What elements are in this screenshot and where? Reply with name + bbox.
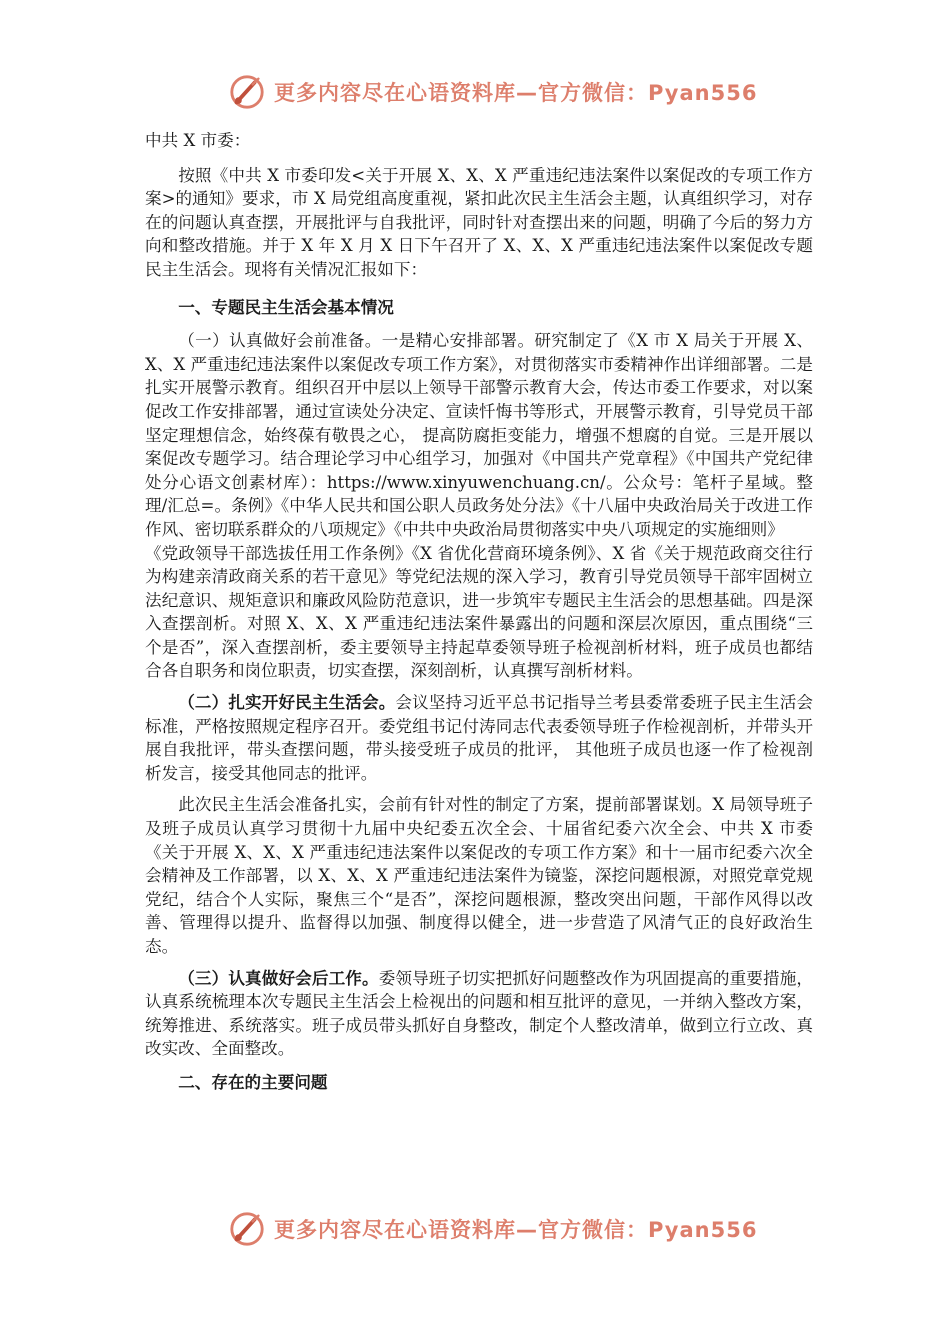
section-2-title: （二）扎实开好民主生活会。 [178,692,396,713]
section-3-paragraph [145,967,813,1061]
section-3-text: 委领导班子切实把抓好问题整改作为巩固提高的重要措施，认真系统梳理本次专题民主生活会上检视出的问题和相互批评的意见，一并纳入整改方案，统筹推进、系统落实。班子成员带头抓好自身整改，制定个人整改清单，做到立行立改、真改实改、全面整改。 [145,968,814,1059]
section-1-paragraph-b: 《党政领导干部选拔任用工作条例》《X 省优化营商环境条例》、X 省《关于规范政商交往行为构建亲清政商关系的若干意见》等党纪法规的深入学习，教育引导党员领导干部牢固树立法纪意识、规矩意识和廉政风险防范意识，进一步筑牢专题民主生活会的思想基础。四是深入查摆剖析。对照 X、X、X 严重违纪违法案件暴露出的问题和深层次原因，重点围绕“三个是否”，深入查摆剖析，委主要领导主持起草委领导班子检视剖析材料，班子成员也都结合各自职务和岗位职责，切实查摆，深刻剖析，认真撰写剖析材料。 [145,543,813,681]
footer-watermark [228,1207,757,1251]
document-body [145,129,813,1095]
section-2-text: 会议坚持习近平总书记指导兰考县委常委班子民主生活会标准，严格按照规定程序召开。委党组书记付涛同志代表委领导班子作检视剖析，并带头开展自我批评，带头查摆问题，带头接受班子成员的批评， 其他班子成员也逐一作了检视剖析发言，接受其他同志的批评。 [145,693,814,783]
watermark-text: 更多内容尽在心语资料库—官方微信：Pyan556 [274,81,758,105]
section-heading-1: 一、专题民主生活会基本情况 [178,296,394,317]
section-2-followup: 此次民主生活会准备扎实，会前有针对性的制定了方案，提前部署谋划。X 局领导班子及班子成员认真学习贯彻十九届中央纪委五次全会、十届省纪委六次全会、中共 X 市委《关于开展 X、X、X 严重违纪违法案件以案促改的专项工作方案》和十一届市纪委六次全会精神及工作部署，以 X、X、X 严重违纪违法案件为镜鉴，深挖问题根源，对照党章党规党纪，结合个人实际，聚焦三个“是否”，深挖问题根源，整改突出问题，干部作风得以改善、管理得以提升、监督得以加强、制度得以健全，进一步营造了风清气正的良好政治生态。 [145,795,813,956]
section-heading-2: 二、存在的主要问题 [178,1071,328,1092]
section-2-paragraph [145,691,813,785]
header-watermark [228,70,757,114]
brush-logo-icon [228,1210,266,1248]
intro-paragraph: 按照《中共 X 市委印发<关于开展 X、X、X 严重违纪违法案件以案促改的专项工作方案>的通知》要求，市 X 局党组高度重视，紧扣此次民主生活会主题，认真组织学习，对存在的问题认真查摆，开展批评与自我批评，同时针对查摆出来的问题，明确了今后的努力方向和整改措施。并于 X 年 X 月 X 日下午召开了 X、X、X 严重违纪违法案件以案促改专题民主生活会。现将有关情况汇报如下： [145,165,813,279]
section-3-title: （三）认真做好会后工作。 [178,967,379,988]
watermark-text: 更多内容尽在心语资料库—官方微信：Pyan556 [274,1218,758,1242]
brush-logo-icon [228,73,266,111]
section-1-paragraph-a: （一）认真做好会前准备。一是精心安排部署。研究制定了《X 市 X 局关于开展 X、X、X 严重违纪违法案件以案促改专项工作方案》，对贯彻落实市委精神作出详细部署。二是扎实开展警示教育。组织召开中层以上领导干部警示教育大会，传达市委工作要求，对以案促改工作安排部署，通过宣读处分决定、宣读忏悔书等形式，开展警示教育，引导党员干部坚定理想信念，始终葆有敬畏之心， 提高防腐拒变能力，增强不想腐的自觉。三是开展以案促改专题学习。结合理论学习中心组学习，加强对《中国共产党章程》《中国共产党纪律处分心语文创素材库）：https://www.xinyuwenchuang.cn/。公众号：笔杆子星域。整理/汇总=。条例》《中华人民共和国公职人员政务处分法》《十八届中央政治局关于改进工作作风、密切联系群众的八项规定》《中共中央政治局贯彻落实中央八项规定的实施细则》 [145,331,813,539]
address-line: 中共 X 市委： [145,131,251,150]
